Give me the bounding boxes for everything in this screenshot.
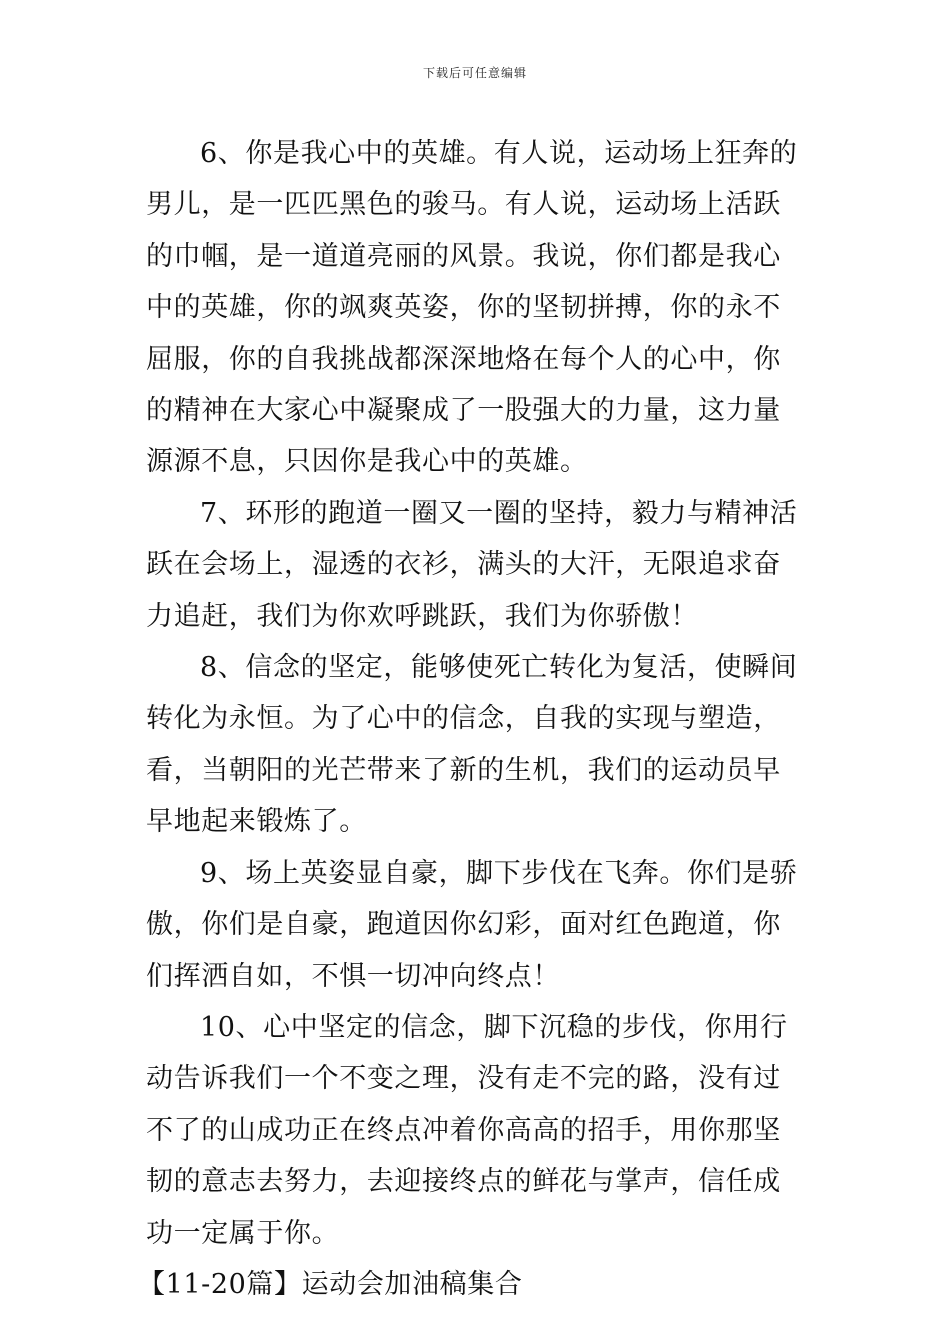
paragraph-9: 9、场上英姿显自豪，脚下步伐在飞奔。你们是骄傲，你们是自豪，跑道因你幻彩，面对红色跑道，你们挥洒自如，不惧一切冲向终点！ [146,857,798,992]
page-header: 下载后可任意编辑 [422,66,527,80]
paragraph-10: 10、心中坚定的信念，脚下沉稳的步伐，你用行动告诉我们一个不变之理，没有走不完的路，没有过不了的山成功正在终点冲着你高高的招手，用你那坚韧的意志去努力，去迎接终点的鲜花与掌声，信任成功一定属于你。 [146,1011,788,1249]
document-body [138,128,808,1310]
paragraph-8: 8、信念的坚定，能够使死亡转化为复活，使瞬间转化为永恒。为了心中的信念，自我的实现与塑造，看，当朝阳的光芒带来了新的生机，我们的运动员早早地起来锻炼了。 [146,652,798,838]
section-heading: 【11-20篇】运动会加油稿集合 [138,1268,523,1300]
paragraph-6: 6、你是我心中的英雄。有人说，运动场上狂奔的男儿，是一匹匹黑色的骏马。有人说，运动场上活跃的巾帼，是一道道亮丽的风景。我说，你们都是我心中的英雄，你的飒爽英姿，你的坚韧拼搏，你的永不屈服，你的自我挑战都深深地烙在每个人的心中，你的精神在大家心中凝聚成了一股强大的力量，这力量源源不息，只因你是我心中的英雄。 [146,138,798,478]
paragraph-7: 7、环形的跑道一圈又一圈的坚持，毅力与精神活跃在会场上，湿透的衣衫，满头的大汗，无限追求奋力追赶，我们为你欢呼跳跃，我们为你骄傲！ [146,497,798,632]
